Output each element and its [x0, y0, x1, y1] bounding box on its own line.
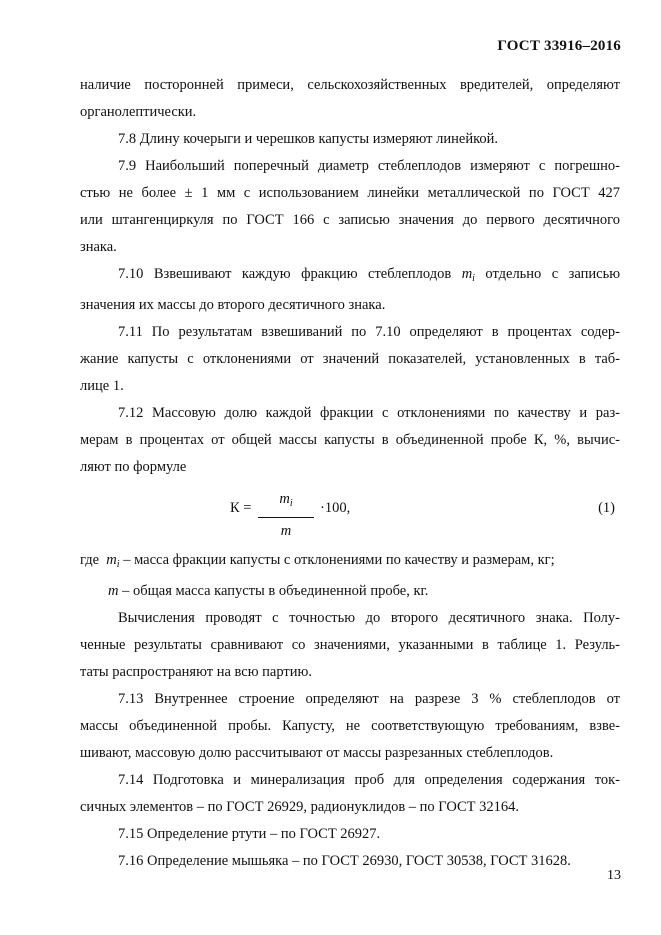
section-7-10 — [80, 261, 620, 292]
formula-rhs: ·100, — [320, 500, 351, 516]
math-variable: $m_i$ — [106, 552, 120, 570]
text-line: значения их массы до второго десятичного знака. — [80, 297, 386, 313]
text-line: лице 1. — [80, 378, 124, 394]
section-7-8: 7.8 Длину кочерыги и черешков капусты измеряют линейкой. — [118, 131, 499, 147]
text-line: знака. — [80, 239, 117, 255]
document-header: ГОСТ 33916–2016 — [497, 38, 621, 54]
where-prefix: где — [80, 552, 100, 568]
equation-number: (1) — [598, 500, 615, 516]
fraction-bar — [258, 517, 314, 518]
text-line: органолептически. — [80, 104, 197, 120]
section-7-9: 7.9 Наибольший поперечный диаметр стеблеплодов измеряют с погрешно- — [118, 158, 620, 174]
formula-1 — [80, 481, 620, 547]
section-7-12: 7.12 Массовую долю каждой фракции с отклонениями по качеству и раз- — [118, 405, 620, 421]
text-line: жание капусты с отклонениями от значений показателей, установленных в таб- — [80, 351, 620, 367]
text-line: таты распространяют на всю партию. — [80, 664, 312, 680]
section-7-14: 7.14 Подготовка и минерализация проб для определения содержания ток- — [118, 772, 620, 788]
text-line: стью не более ± 1 мм с использованием линейки металлической по ГОСТ 427 — [80, 185, 620, 201]
text-line: сичных элементов – по ГОСТ 26929, радионуклидов – по ГОСТ 32164. — [80, 799, 520, 815]
math-variable: $m_i$ — [461, 266, 475, 284]
formula-lhs: К = — [230, 500, 252, 516]
where-text: – общая масса капусты в объединенной пробе, кг. — [122, 583, 429, 599]
formula-fraction — [258, 489, 314, 541]
text-span: отдельно с записью — [485, 266, 621, 282]
page-number: 13 — [607, 868, 621, 883]
section-7-13: 7.13 Внутреннее строение определяют на разрезе 3 % стеблеплодов от — [118, 691, 620, 707]
text-line: или штангенциркуля по ГОСТ 166 с записью значения до первого десятичного — [80, 212, 620, 228]
text-line: шивают, массовую долю рассчитывают от массы разрезанных стеблеплодов. — [80, 745, 554, 761]
formula-numerator: $m_i$ — [279, 491, 293, 509]
text-line: массы объединенной пробы. Капусту, не соответствующую требованиям, взве- — [80, 718, 620, 734]
calc-paragraph: Вычисления проводят с точностью до второго десятичного знака. Полу- — [118, 610, 620, 626]
text-span: 7.10 Взвешивают каждую фракцию стеблеплодов — [118, 266, 452, 282]
where-text: – масса фракции капусты с отклонениями по качеству и размерам, кг; — [123, 552, 555, 568]
section-7-15: 7.15 Определение ртути – по ГОСТ 26927. — [118, 826, 381, 842]
text-line: наличие посторонней примеси, сельскохозяйственных вредителей, определяют — [80, 77, 620, 93]
document-body — [80, 72, 620, 875]
math-variable: m — [108, 583, 119, 599]
text-line: мерам в процентах от общей массы капусты в объединенной пробе К, %, вычис- — [80, 432, 620, 448]
section-7-11: 7.11 По результатам взвешиваний по 7.10 определяют в процентах содер- — [118, 324, 620, 340]
where-line-2 — [80, 578, 620, 605]
text-line: ляют по формуле — [80, 459, 187, 475]
section-7-16: 7.16 Определение мышьяка – по ГОСТ 26930, ГОСТ 30538, ГОСТ 31628. — [118, 853, 571, 869]
text-line: ченные результаты сравнивают со значениями, указанными в таблице 1. Резуль- — [80, 637, 620, 653]
where-line-1 — [80, 547, 620, 578]
formula-denominator: m — [280, 523, 292, 539]
